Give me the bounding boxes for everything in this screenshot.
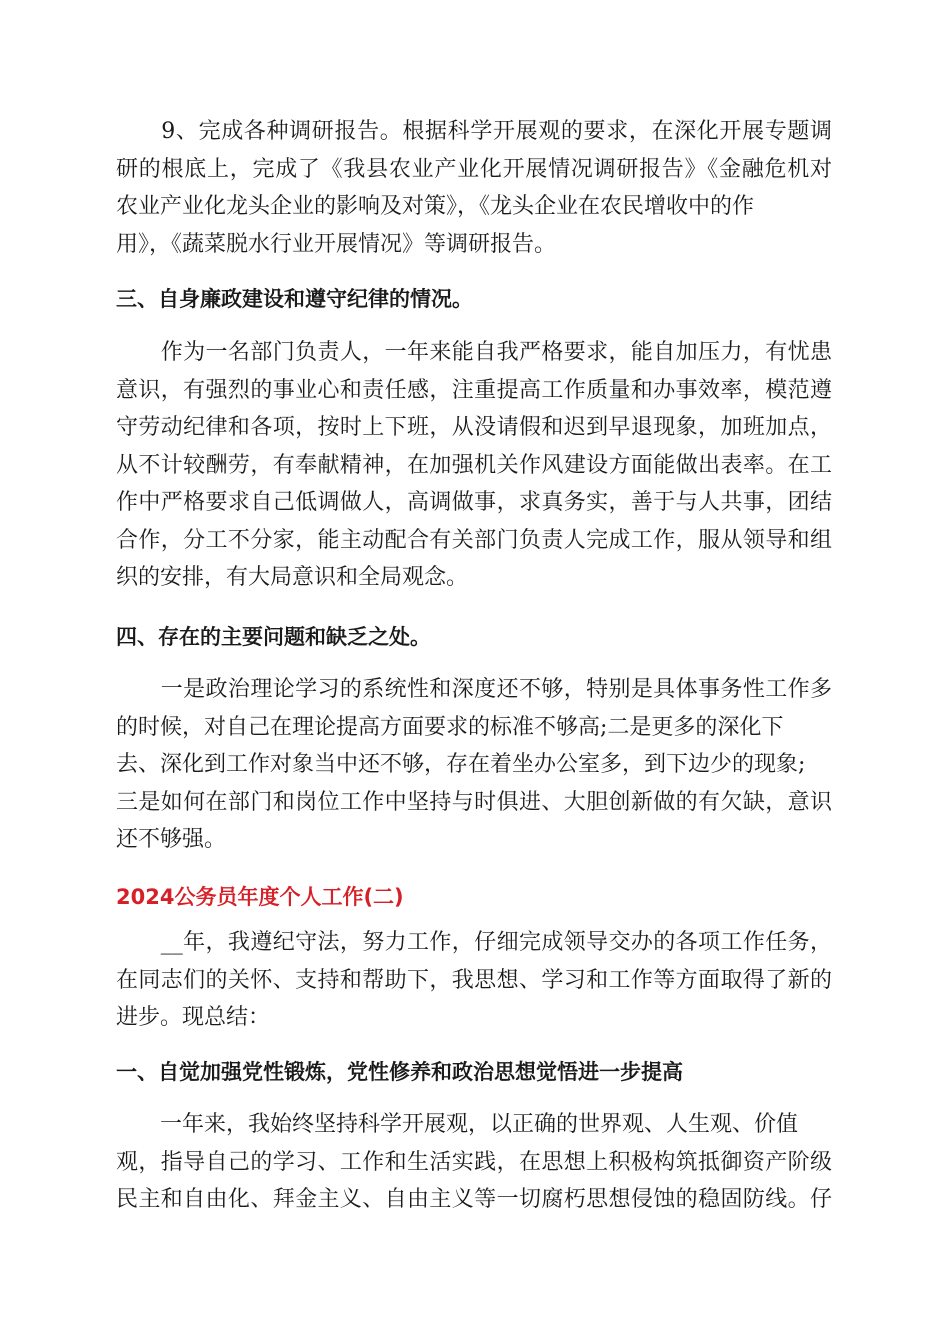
text-line: 意识，有强烈的事业心和责任感，注重提高工作质量和办事效率，模范遵 [116, 377, 832, 403]
paragraph-intro [116, 924, 832, 1037]
text-line: 的时候，对自己在理论提高方面要求的标准不够高;二是更多的深化下 [116, 714, 784, 740]
heading-party-spirit: 一、自觉加强党性锻炼，党性修养和政治思想觉悟进一步提高 [116, 1060, 683, 1084]
paragraph-problems-shortcomings [116, 671, 832, 859]
heading-problems-shortcomings: 四、存在的主要问题和缺乏之处。 [116, 625, 431, 649]
text-line: 作为一名部门负责人，一年来能自我严格要求，能自加压力，有忧患 [116, 340, 832, 365]
text-line: 观，指导自己的学习、工作和生活实践，在思想上积极构筑抵御资产阶级 [116, 1149, 832, 1175]
text-line: 进步。现总结： [116, 1005, 271, 1030]
text-line: 从不计较酬劳，有奉献精神，在加强机关作风建设方面能做出表率。在工 [116, 452, 832, 478]
text-line: 一是政治理论学习的系统性和深度还不够，特别是具体事务性工作多 [116, 677, 832, 702]
paragraph-integrity-discipline [116, 334, 832, 597]
text-line: 作中严格要求自己低调做人，高调做事，求真务实，善于与人共事，团结 [116, 490, 832, 515]
text-line: 研的根底上，完成了《我县农业产业化开展情况调研报告》《金融危机对 [116, 156, 832, 182]
text-line: 9、完成各种调研报告。根据科学开展观的要求，在深化开展专题调 [116, 119, 832, 144]
text-line: 三是如何在部门和岗位工作中坚持与时俱进、大胆创新做的有欠缺，意识 [116, 789, 832, 815]
text-line: 用》，《蔬菜脱水行业开展情况》等调研报告。 [116, 231, 557, 257]
text-line: __年，我遵纪守法，努力工作，仔细完成领导交办的各项工作任务， [116, 930, 832, 955]
heading-integrity-discipline: 三、自身廉政建设和遵守纪律的情况。 [116, 287, 473, 311]
text-line: 守劳动纪律和各项，按时上下班，从没请假和迟到早退现象，加班加点， [116, 415, 832, 440]
text-line: 一年来，我始终坚持科学开展观，以正确的世界观、人生观、价值 [116, 1112, 799, 1137]
paragraph-research-reports [116, 113, 832, 263]
text-line: 民主和自由化、拜金主义、自由主义等一切腐朽思想侵蚀的稳固防线。仔 [116, 1187, 832, 1212]
paragraph-party-spirit [116, 1106, 832, 1219]
text-line: 还不够强。 [116, 827, 227, 852]
text-line: 在同志们的关怀、支持和帮助下，我思想、学习和工作等方面取得了新的 [116, 967, 832, 993]
text-line: 去、深化到工作对象当中还不够，存在着坐办公室多，到下边少的现象; [116, 752, 806, 777]
text-line: 合作，分工不分家，能主动配合有关部门负责人完成工作，服从领导和组 [116, 527, 832, 553]
text-line: 织的安排，有大局意识和全局观念。 [116, 565, 469, 590]
section-title: 2024公务员年度个人工作(二) [116, 885, 404, 909]
text-line: 农业产业化龙头企业的影响及对策》，《龙头企业在农民增收中的作 [116, 194, 755, 219]
